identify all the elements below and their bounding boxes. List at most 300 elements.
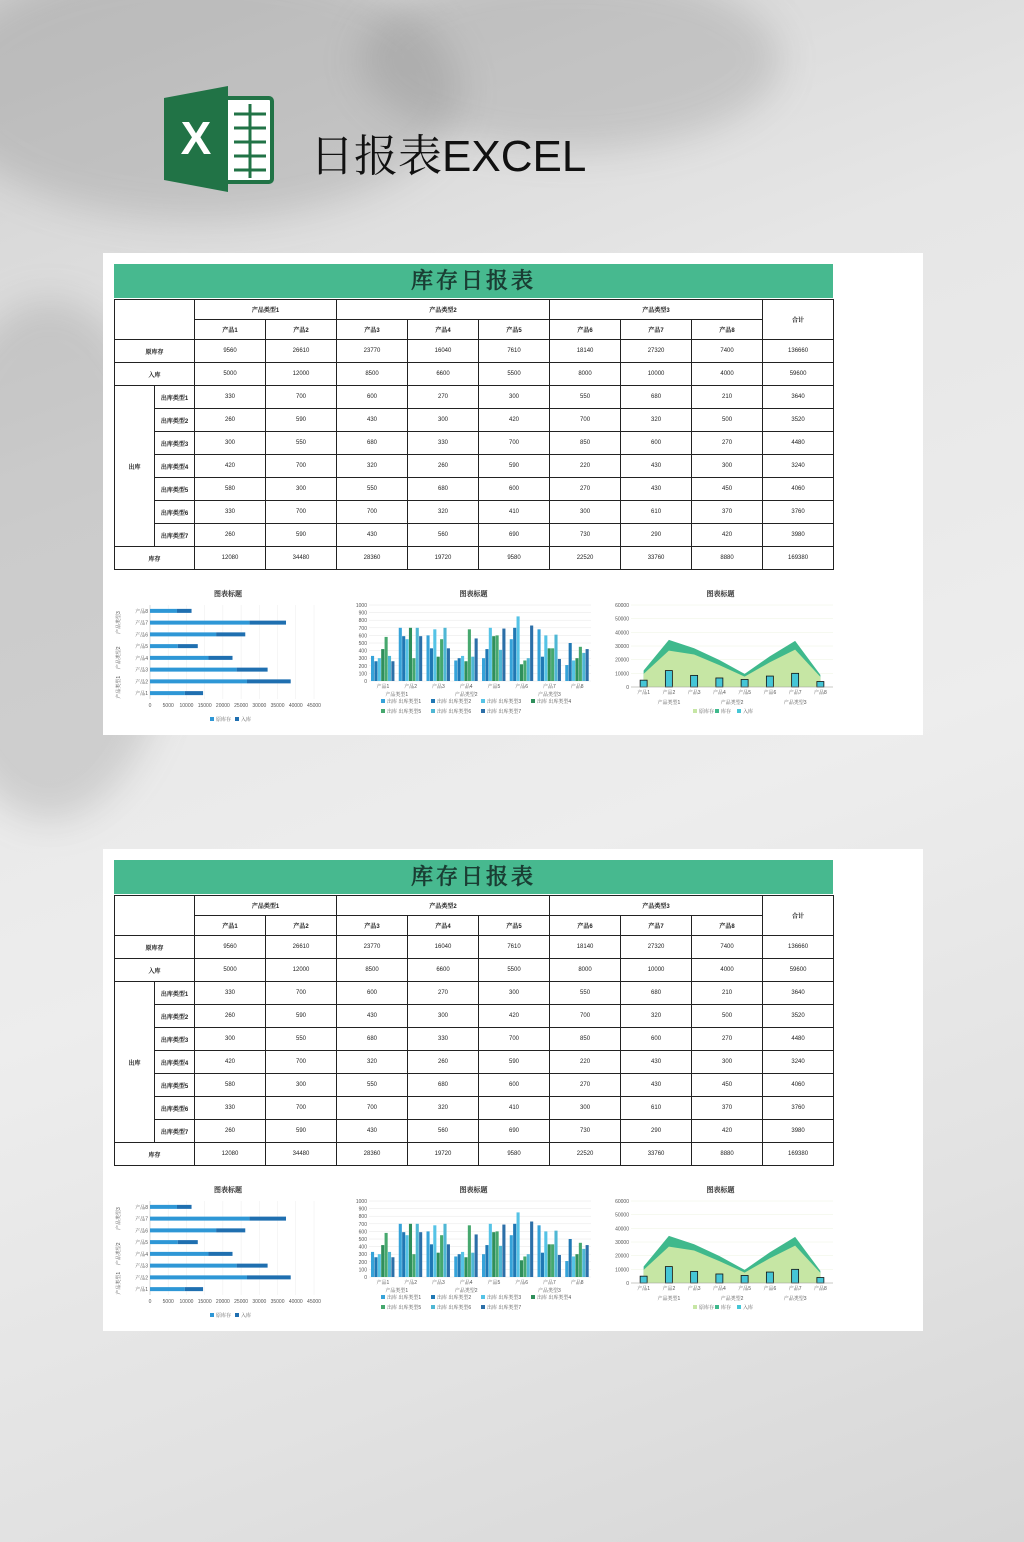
table-cell: 330	[195, 1097, 266, 1120]
table-cell: 23770	[337, 936, 408, 959]
bar	[558, 1255, 561, 1277]
legend-swatch	[381, 699, 385, 703]
table-cell: 270	[408, 386, 479, 409]
legend-label: 入库	[241, 717, 252, 723]
table-cell: 700	[266, 1097, 337, 1120]
bar	[716, 678, 723, 687]
total-cell: 3240	[763, 455, 834, 478]
total-header: 合计	[763, 300, 834, 340]
table-cell: 220	[550, 455, 621, 478]
table-cell: 550	[550, 386, 621, 409]
legend-label: 出库 出库类型1	[387, 1295, 422, 1301]
total-cell: 4480	[763, 1028, 834, 1051]
table-cell: 600	[479, 478, 550, 501]
table-cell: 700	[266, 386, 337, 409]
table-cell: 700	[479, 1028, 550, 1051]
bar	[579, 647, 582, 681]
category-label: 产品1	[637, 690, 651, 696]
page-title: 日报表EXCEL	[310, 132, 587, 181]
bar	[640, 680, 647, 687]
table-cell: 300	[266, 1074, 337, 1097]
category-label: 产品2	[662, 1286, 676, 1292]
table-cell: 33760	[621, 547, 692, 570]
table-cell: 300	[266, 478, 337, 501]
category-label: 产品7	[135, 1216, 148, 1223]
table-cell: 680	[337, 1028, 408, 1051]
y-tick-label: 100	[358, 671, 367, 678]
bar	[527, 1254, 530, 1277]
total-cell: 3640	[763, 386, 834, 409]
table-cell: 27320	[621, 936, 692, 959]
total-cell: 4480	[763, 432, 834, 455]
table-cell: 7610	[479, 936, 550, 959]
bar	[496, 635, 499, 681]
category-label: 产品4	[135, 655, 148, 662]
y-tick-label: 50000	[615, 616, 629, 623]
legend-label: 出库 出库类型5	[387, 709, 422, 715]
bar	[496, 1231, 499, 1277]
table-cell: 18140	[550, 936, 621, 959]
table-cell: 550	[266, 1028, 337, 1051]
bar	[150, 644, 178, 648]
category-label: 产品2	[662, 690, 676, 696]
y-tick-label: 30000	[615, 1240, 629, 1246]
table-cell: 26610	[266, 340, 337, 363]
total-cell: 3640	[763, 982, 834, 1005]
group-label: 产品类型1	[116, 1271, 122, 1295]
y-tick-label: 20000	[615, 1253, 629, 1260]
legend-label: 出库 出库类型2	[437, 1295, 472, 1301]
bar	[716, 1274, 723, 1283]
category-label: 产品3	[135, 667, 148, 674]
bar	[150, 621, 250, 625]
table-cell: 300	[408, 409, 479, 432]
page-header	[164, 86, 764, 196]
table-cell: 9580	[479, 547, 550, 570]
product-header: 产品2	[266, 916, 337, 936]
bar	[177, 1205, 192, 1209]
table-cell: 850	[550, 1028, 621, 1051]
bar	[817, 1278, 824, 1283]
bar	[530, 626, 533, 681]
group-header: 产品类型1	[195, 896, 337, 916]
table-cell: 330	[195, 501, 266, 524]
bar	[433, 629, 436, 681]
table-cell: 420	[195, 455, 266, 478]
category-label: 产品3	[431, 684, 445, 690]
table-cell: 300	[479, 386, 550, 409]
table-cell: 5500	[479, 959, 550, 982]
table-cell: 420	[692, 524, 763, 547]
bar	[458, 658, 461, 681]
bar	[440, 639, 443, 681]
bar	[430, 648, 433, 681]
bar	[388, 1252, 391, 1277]
bar	[586, 649, 589, 681]
excel-icon	[164, 86, 274, 192]
table-cell: 7400	[692, 936, 763, 959]
bar	[391, 1257, 394, 1277]
category-label: 产品5	[738, 690, 752, 696]
inventory-table	[114, 299, 834, 570]
product-header: 产品6	[550, 916, 621, 936]
table-cell: 700	[266, 501, 337, 524]
bar	[150, 632, 216, 636]
chart-title: 图表标题	[706, 591, 735, 598]
spreadsheet-preview-1	[103, 253, 923, 735]
group-label: 产品类型2	[454, 692, 478, 698]
table-cell: 330	[408, 1028, 479, 1051]
table-cell: 700	[337, 1097, 408, 1120]
bar	[538, 629, 541, 681]
x-tick-label: 20000	[215, 1299, 230, 1305]
x-tick-label: 25000	[234, 703, 249, 709]
table-cell: 6600	[408, 363, 479, 386]
table-cell: 410	[479, 501, 550, 524]
bar	[371, 656, 374, 681]
table-cell: 260	[408, 455, 479, 478]
table-cell: 300	[195, 1028, 266, 1051]
bar	[499, 1246, 502, 1277]
table-cell: 330	[195, 386, 266, 409]
bar	[150, 679, 247, 683]
chart-title: 图表标题	[214, 1187, 242, 1194]
legend-swatch	[235, 717, 239, 721]
y-tick-label: 60000	[615, 603, 629, 609]
group-label: 产品类型2	[116, 1242, 122, 1266]
table-cell: 5000	[195, 959, 266, 982]
table-cell: 680	[337, 432, 408, 455]
category-label: 产品8	[570, 684, 584, 690]
total-cell: 3980	[763, 524, 834, 547]
y-tick-label: 10000	[615, 1267, 629, 1274]
x-tick-label: 35000	[270, 1299, 285, 1305]
out-type-label: 出库类型6	[155, 501, 195, 524]
category-label: 产品6	[515, 684, 529, 690]
legend-label: 出库 出库类型7	[487, 709, 522, 715]
x-tick-label: 10000	[179, 703, 194, 709]
bar	[208, 1252, 232, 1256]
bar	[385, 637, 388, 681]
table-cell: 730	[550, 1120, 621, 1143]
clustered-column-chart	[351, 589, 596, 729]
chart-title: 图表标题	[706, 1187, 735, 1194]
bar	[569, 643, 572, 681]
table-cell: 680	[621, 386, 692, 409]
table-cell: 590	[266, 1120, 337, 1143]
bar	[541, 657, 544, 681]
x-tick-label: 35000	[270, 703, 285, 709]
bar	[482, 1254, 485, 1277]
bar	[374, 661, 377, 681]
row-label: 库存	[115, 547, 195, 570]
table-cell: 210	[692, 386, 763, 409]
out-type-label: 出库类型5	[155, 478, 195, 501]
table-cell: 450	[692, 478, 763, 501]
bar	[530, 1222, 533, 1277]
group-header: 产品类型1	[195, 300, 337, 320]
x-tick-label: 45000	[307, 703, 321, 709]
x-tick-label: 25000	[234, 1299, 249, 1305]
category-label: 产品3	[687, 1286, 701, 1292]
legend-swatch	[715, 709, 719, 713]
total-cell: 3760	[763, 501, 834, 524]
y-tick-label: 900	[358, 1206, 367, 1213]
bar	[427, 1231, 430, 1277]
category-label: 产品4	[135, 1251, 148, 1258]
bar	[150, 609, 177, 613]
table-cell: 430	[337, 409, 408, 432]
table-cell: 580	[195, 478, 266, 501]
legend-swatch	[531, 699, 535, 703]
bar	[378, 1254, 381, 1277]
bar	[517, 1212, 520, 1277]
legend-swatch	[481, 699, 485, 703]
x-tick-label: 0	[148, 703, 152, 709]
legend-swatch	[210, 1313, 214, 1317]
table-cell: 9560	[195, 340, 266, 363]
bar	[385, 1233, 388, 1277]
bar	[443, 1224, 446, 1277]
bar	[586, 1245, 589, 1277]
bar	[250, 1217, 286, 1221]
bar	[575, 1254, 578, 1277]
legend-label: 出库 出库类型1	[387, 699, 422, 705]
table-cell: 19720	[408, 547, 479, 570]
table-cell: 270	[692, 432, 763, 455]
table-cell: 16040	[408, 936, 479, 959]
legend-swatch	[210, 717, 214, 721]
product-header: 产品3	[337, 916, 408, 936]
table-cell: 12000	[266, 959, 337, 982]
bar	[551, 648, 554, 681]
y-tick-label: 10000	[615, 671, 629, 678]
table-cell: 320	[621, 1005, 692, 1028]
y-tick-label: 60000	[615, 1199, 629, 1205]
table-cell: 500	[692, 409, 763, 432]
bar	[817, 682, 824, 687]
table-cell: 320	[337, 1051, 408, 1074]
legend-label: 出库 出库类型2	[437, 699, 472, 705]
table-cell: 730	[550, 524, 621, 547]
bar	[468, 629, 471, 681]
bar	[492, 636, 495, 681]
legend-swatch	[381, 1305, 385, 1309]
out-type-label: 出库类型2	[155, 1005, 195, 1028]
legend-label: 出库 出库类型4	[537, 699, 572, 705]
table-cell: 8880	[692, 547, 763, 570]
table-cell: 8500	[337, 959, 408, 982]
table-cell: 560	[408, 1120, 479, 1143]
bar	[792, 1269, 799, 1283]
group-label: 产品类型2	[454, 1288, 478, 1294]
table-cell: 430	[621, 478, 692, 501]
category-label: 产品5	[487, 1280, 501, 1286]
bar	[185, 1287, 203, 1291]
product-header: 产品8	[692, 320, 763, 340]
bar	[381, 649, 384, 681]
y-tick-label: 0	[364, 679, 367, 685]
legend-label: 出库 出库类型6	[437, 709, 472, 715]
y-tick-label: 1000	[355, 603, 367, 609]
table-cell: 680	[408, 1074, 479, 1097]
table-cell: 9560	[195, 936, 266, 959]
category-label: 产品1	[637, 1286, 651, 1292]
group-label: 产品类型3	[116, 1207, 122, 1231]
legend-swatch	[481, 709, 485, 713]
y-tick-label: 1000	[355, 1199, 367, 1205]
bar	[237, 668, 268, 672]
table-cell: 430	[621, 455, 692, 478]
total-cell: 3760	[763, 1097, 834, 1120]
table-cell: 220	[550, 1051, 621, 1074]
table-cell: 19720	[408, 1143, 479, 1166]
bar	[691, 675, 698, 687]
out-group-label: 出库	[115, 386, 155, 547]
table-cell: 300	[195, 432, 266, 455]
x-tick-label: 45000	[307, 1299, 321, 1305]
bar	[440, 1235, 443, 1277]
row-label: 原库存	[115, 340, 195, 363]
total-header: 合计	[763, 896, 834, 936]
table-cell: 370	[692, 501, 763, 524]
table-cell: 12080	[195, 547, 266, 570]
category-label: 产品8	[813, 690, 827, 696]
group-label: 产品类型3	[537, 1288, 561, 1294]
bar	[582, 653, 585, 681]
table-cell: 420	[195, 1051, 266, 1074]
category-label: 产品6	[135, 1228, 148, 1235]
y-tick-label: 700	[358, 1221, 367, 1228]
area-combo-chart	[603, 589, 838, 729]
table-cell: 850	[550, 432, 621, 455]
bar	[150, 1205, 177, 1209]
row-label: 入库	[115, 959, 195, 982]
bar	[520, 1260, 523, 1277]
product-header: 产品5	[479, 916, 550, 936]
table-cell: 290	[621, 1120, 692, 1143]
total-cell: 59600	[763, 959, 834, 982]
table-cell: 7610	[479, 340, 550, 363]
table-cell: 600	[337, 386, 408, 409]
bar	[461, 656, 464, 681]
bar	[371, 1252, 374, 1277]
bar	[464, 1257, 467, 1277]
y-tick-label: 40000	[615, 1226, 629, 1233]
legend-label: 入库	[743, 1305, 754, 1311]
legend-label: 入库	[241, 1313, 252, 1319]
table-cell: 550	[337, 1074, 408, 1097]
bar	[513, 628, 516, 681]
table-cell: 300	[408, 1005, 479, 1028]
legend-swatch	[235, 1313, 239, 1317]
category-label: 产品4	[459, 1280, 473, 1286]
y-tick-label: 0	[626, 1281, 629, 1287]
bar	[548, 648, 551, 681]
bar	[565, 1261, 568, 1277]
table-cell: 33760	[621, 1143, 692, 1166]
table-cell: 320	[621, 409, 692, 432]
category-label: 产品7	[135, 620, 148, 627]
table-cell: 300	[479, 982, 550, 1005]
table-cell: 12080	[195, 1143, 266, 1166]
table-cell: 16040	[408, 340, 479, 363]
category-label: 产品7	[542, 684, 556, 690]
horizontal-bar-chart	[114, 589, 342, 729]
bar	[502, 1225, 505, 1277]
group-header: 产品类型2	[337, 300, 550, 320]
bar	[538, 1225, 541, 1277]
category-label: 产品4	[712, 690, 726, 696]
table-cell: 550	[550, 982, 621, 1005]
bar	[741, 679, 748, 687]
category-label: 产品8	[135, 608, 148, 615]
bar	[565, 665, 568, 681]
out-type-label: 出库类型2	[155, 409, 195, 432]
x-tick-label: 30000	[252, 1299, 267, 1305]
y-tick-label: 0	[626, 685, 629, 691]
table-cell: 4000	[692, 363, 763, 386]
table-cell: 600	[479, 1074, 550, 1097]
table-cell: 10000	[621, 363, 692, 386]
row-label: 原库存	[115, 936, 195, 959]
category-label: 产品3	[135, 1263, 148, 1270]
bar	[430, 1244, 433, 1277]
total-cell: 4060	[763, 1074, 834, 1097]
bar	[499, 650, 502, 681]
bar	[447, 1244, 450, 1277]
category-label: 产品2	[404, 684, 418, 690]
product-header: 产品6	[550, 320, 621, 340]
bar	[443, 628, 446, 681]
category-label: 产品1	[135, 691, 148, 698]
product-header: 产品7	[621, 916, 692, 936]
bar	[471, 1253, 474, 1277]
category-label: 产品1	[376, 1280, 390, 1286]
bar	[475, 638, 478, 681]
bar	[150, 1240, 178, 1244]
bar	[471, 657, 474, 681]
bar	[178, 644, 198, 648]
table-cell: 330	[195, 982, 266, 1005]
y-tick-label: 400	[358, 1244, 367, 1251]
bar	[247, 1275, 291, 1279]
table-cell: 680	[408, 478, 479, 501]
bar	[792, 673, 799, 687]
bar	[575, 658, 578, 681]
x-tick-label: 20000	[215, 703, 230, 709]
bar	[178, 1240, 198, 1244]
chart-plot	[603, 1197, 838, 1323]
table-cell: 550	[337, 478, 408, 501]
group-label: 产品类型3	[783, 700, 807, 706]
category-label: 产品8	[570, 1280, 584, 1286]
bar	[544, 635, 547, 681]
group-label: 产品类型1	[385, 1288, 409, 1294]
bar	[378, 658, 381, 681]
bar	[513, 1224, 516, 1277]
table-cell: 500	[692, 1005, 763, 1028]
bar	[766, 676, 773, 687]
row-label: 入库	[115, 363, 195, 386]
bar	[485, 1245, 488, 1277]
y-tick-label: 800	[358, 1214, 367, 1221]
bar	[502, 629, 505, 681]
table-cell: 450	[692, 1074, 763, 1097]
bar	[250, 621, 286, 625]
bar	[416, 628, 419, 681]
total-cell: 4060	[763, 478, 834, 501]
